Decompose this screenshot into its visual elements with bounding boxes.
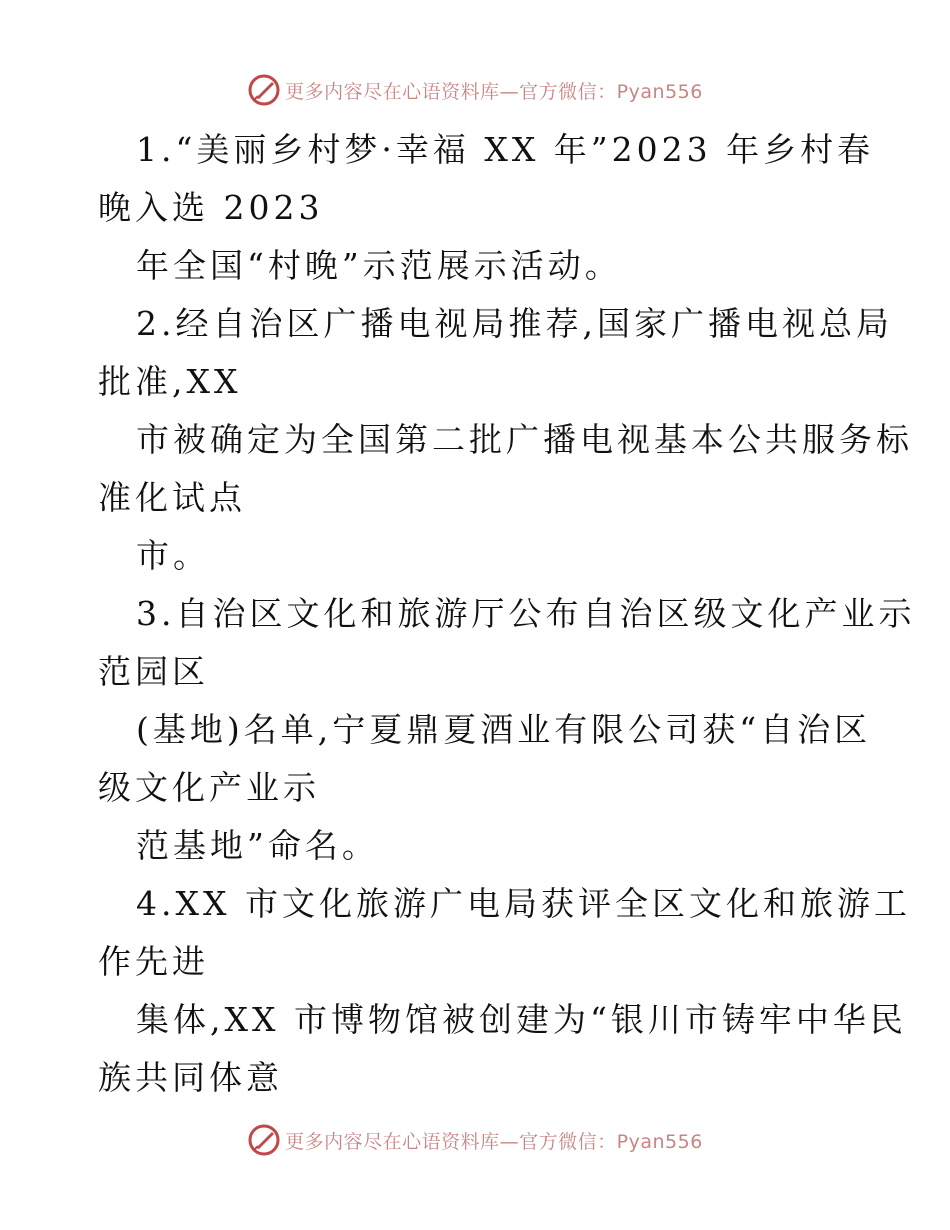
body-line: 4.XX 市文化旅游广电局获评全区文化和旅游工 (136, 884, 911, 923)
body-line: 批准,XX (98, 362, 242, 401)
header-watermark (0, 70, 950, 110)
body-line: 1.“美丽乡村梦·幸福 XX 年”2023 年乡村春 (136, 130, 875, 169)
body-line: 范基地”命名。 (136, 826, 379, 865)
body-line: 市。 (136, 536, 210, 575)
body-line: 准化试点 (98, 478, 246, 517)
quill-seal-icon (247, 1123, 281, 1157)
quill-seal-icon (247, 73, 281, 107)
header-watermark-text: 更多内容尽在心语资料库—官方微信：Pyan556 (285, 80, 703, 103)
body-line: 年全国“村晚”示范展示活动。 (136, 246, 622, 285)
footer-watermark-text: 更多内容尽在心语资料库—官方微信：Pyan556 (285, 1130, 703, 1153)
body-line: 作先进 (98, 942, 209, 981)
body-line: 集体,XX 市博物馆被创建为“银川市铸牢中华民 (136, 1000, 907, 1039)
body-line: 族共同体意 (98, 1058, 283, 1097)
body-line: 级文化产业示 (98, 768, 320, 807)
body-line: 2.经自治区广播电视局推荐,国家广播电视总局 (136, 304, 893, 343)
body-line: 范园区 (98, 652, 209, 691)
body-line: 3.自治区文化和旅游厅公布自治区级文化产业示 (136, 594, 916, 633)
body-line: 市被确定为全国第二批广播电视基本公共服务标 (136, 420, 913, 459)
footer-watermark (0, 1120, 950, 1160)
body-line: 晚入选 2023 (98, 188, 324, 227)
body-line: (基地)名单,宁夏鼎夏酒业有限公司获“自治区 (136, 710, 872, 749)
